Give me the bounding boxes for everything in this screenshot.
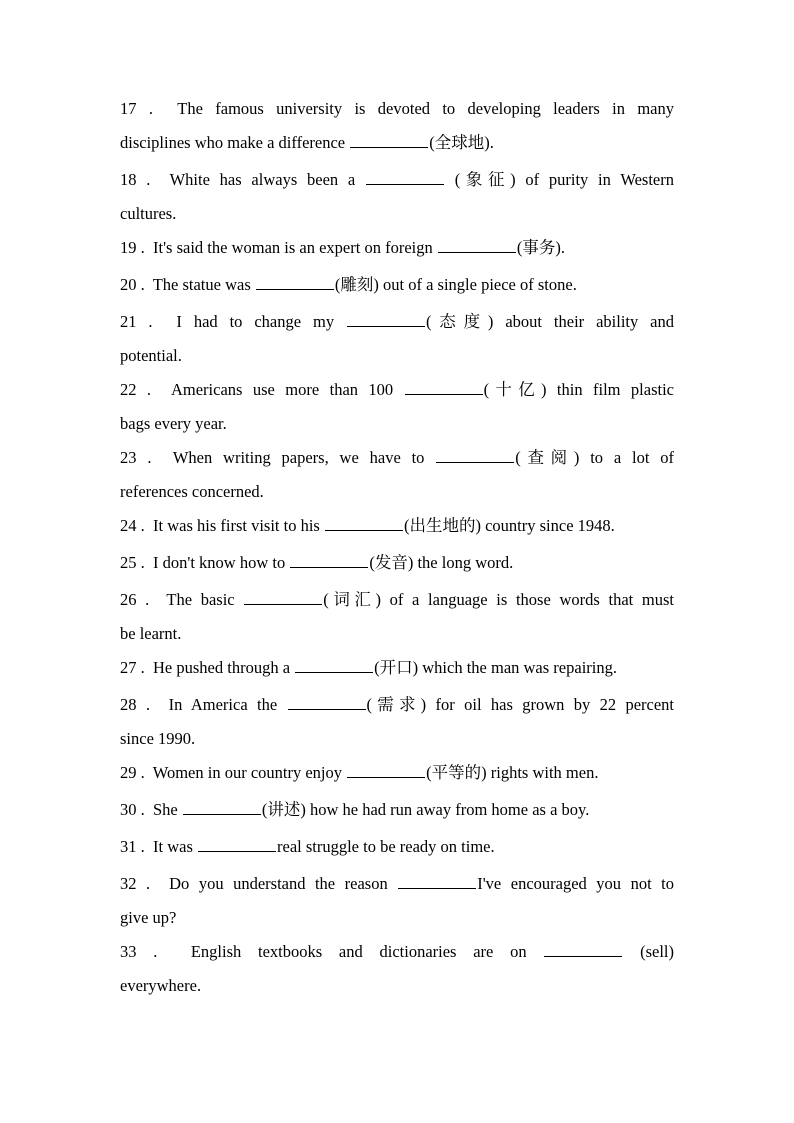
answer-blank[interactable] [325,529,403,531]
question-text: 30 . She [120,800,182,819]
question-line [120,163,674,197]
answer-blank[interactable] [436,461,514,463]
question-hint: (雕刻) out of a single piece of stone. [334,275,577,294]
question-text: real struggle to be ready on time. [277,837,495,856]
question-hint: (全球地). [429,133,494,152]
question-25 [120,546,674,580]
question-hint: (sell) [623,942,674,961]
question-line [120,867,674,901]
question-line [120,756,674,790]
answer-blank[interactable] [350,146,428,148]
question-text: 23 . When writing papers, we have to [120,448,436,467]
question-hint: (事务). [516,238,565,257]
question-line [120,305,674,339]
question-line [120,268,674,302]
question-text: 28 . In America the [120,695,287,714]
question-hint: (态度) about their ability and [426,312,674,331]
answer-blank[interactable] [183,813,261,815]
question-text: I've encouraged you not to [477,874,674,893]
question-line [120,651,674,685]
question-text: be learnt. [120,624,182,643]
question-text: 32 . Do you understand the reason [120,874,398,893]
answer-blank[interactable] [244,603,322,605]
question-line [120,830,674,864]
question-line [120,509,674,543]
question-hint: (开口) which the man was repairing. [374,658,617,677]
question-20 [120,268,674,302]
question-line [120,722,674,756]
question-text: potential. [120,346,182,365]
question-text: give up? [120,908,177,927]
question-hint: (出生地的) country since 1948. [403,516,615,535]
question-22 [120,373,674,441]
question-line [120,969,674,1003]
question-text: 22 . Americans use more than 100 [120,380,404,399]
question-hint: (象征) of purity in Western [444,170,674,189]
question-hint: (查阅) to a lot of [515,448,675,467]
question-26 [120,583,674,651]
question-hint: (十亿) thin film plastic [483,380,674,399]
question-text: bags every year. [120,414,227,433]
answer-blank[interactable] [347,776,425,778]
question-text: disciplines who make a difference [120,133,350,152]
question-text: 18 . White has always been a [120,170,365,189]
question-text: 19 . It's said the woman is an expert on foreign [120,238,437,257]
question-text: 31 . It was [120,837,197,856]
question-hint: (讲述) how he had run away from home as a boy. [261,800,590,819]
question-hint: (需求) for oil has grown by 22 percent [366,695,674,714]
question-line [120,197,674,231]
question-line [120,92,674,126]
question-text: 17 . The famous university is devoted to developing leaders in many [120,99,674,118]
question-text: 24 . It was his first visit to his [120,516,324,535]
question-text: 21 . I had to change my [120,312,346,331]
question-18 [120,163,674,231]
answer-blank[interactable] [347,325,425,327]
question-27 [120,651,674,685]
question-line [120,126,674,160]
answer-blank[interactable] [198,850,276,852]
question-line [120,407,674,441]
answer-blank[interactable] [256,288,334,290]
question-line [120,617,674,651]
question-text: 33 . English textbooks and dictionaries are on [120,942,544,961]
question-line [120,475,674,509]
question-line [120,688,674,722]
question-text: references concerned. [120,482,264,501]
question-hint: (平等的) rights with men. [426,763,599,782]
question-hint: (词汇) of a language is those words that must [323,590,674,609]
answer-blank[interactable] [438,251,516,253]
question-text: cultures. [120,204,177,223]
question-line [120,901,674,935]
question-text: everywhere. [120,976,202,995]
question-17 [120,92,674,160]
question-33 [120,935,674,1003]
answer-blank[interactable] [295,671,373,673]
question-19 [120,231,674,265]
question-28 [120,688,674,756]
question-30 [120,793,674,827]
question-text: 27 . He pushed through a [120,658,295,677]
exercise-page [120,92,674,1003]
question-text: 26 . The basic [120,590,244,609]
answer-blank[interactable] [544,955,622,957]
question-line [120,373,674,407]
question-32 [120,867,674,935]
answer-blank[interactable] [290,566,368,568]
question-text: 25 . I don't know how to [120,553,290,572]
question-line [120,546,674,580]
question-line [120,441,674,475]
answer-blank[interactable] [288,708,366,710]
question-line [120,339,674,373]
question-24 [120,509,674,543]
answer-blank[interactable] [366,183,444,185]
question-text: 20 . The statue was [120,275,255,294]
question-21 [120,305,674,373]
question-line [120,583,674,617]
question-line [120,793,674,827]
question-31 [120,830,674,864]
question-line [120,935,674,969]
question-29 [120,756,674,790]
question-line [120,231,674,265]
question-text: since 1990. [120,729,196,748]
question-hint: (发音) the long word. [369,553,514,572]
answer-blank[interactable] [398,887,476,889]
question-23 [120,441,674,509]
answer-blank[interactable] [405,393,483,395]
question-text: 29 . Women in our country enjoy [120,763,347,782]
